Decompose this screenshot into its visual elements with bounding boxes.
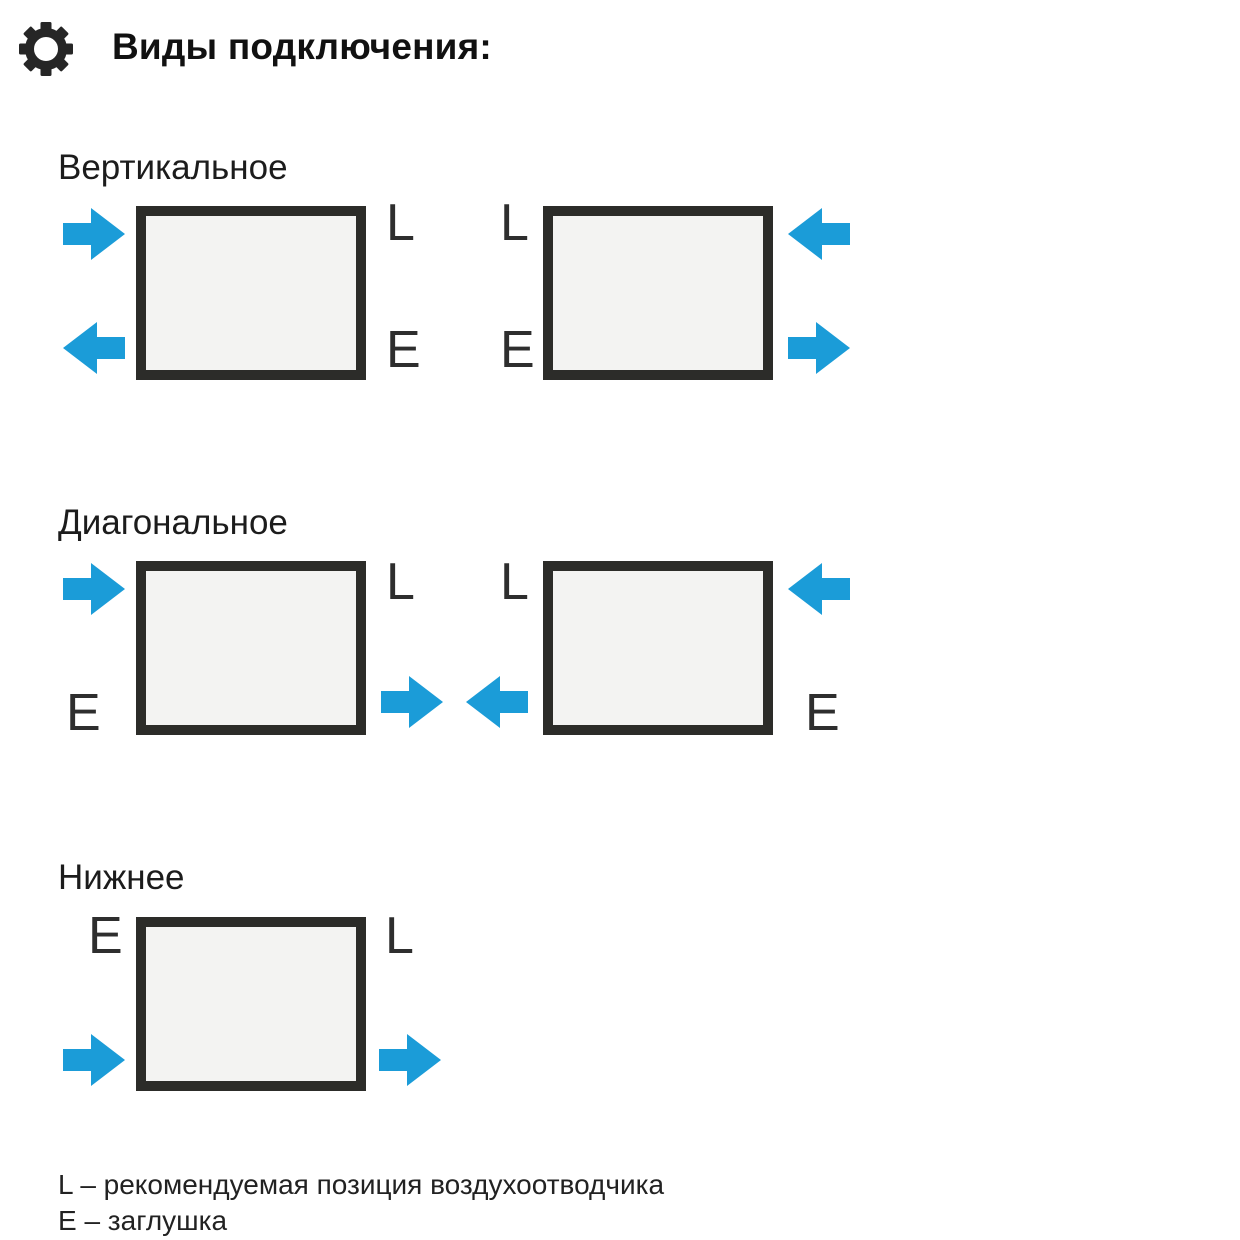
section-title-vertical: Вертикальное bbox=[58, 148, 288, 187]
arrow-left-icon bbox=[788, 208, 850, 260]
radiator-box bbox=[543, 561, 773, 735]
port-label-plug: E bbox=[386, 321, 421, 379]
arrow-left-icon bbox=[63, 322, 125, 374]
port-label-air-vent: L bbox=[500, 553, 529, 611]
arrow-left-icon bbox=[466, 676, 528, 728]
port-label-air-vent: L bbox=[386, 553, 415, 611]
arrow-right-icon bbox=[63, 208, 125, 260]
port-label-plug: E bbox=[500, 321, 535, 379]
arrow-right-icon bbox=[788, 322, 850, 374]
arrow-right-icon bbox=[379, 1034, 441, 1086]
gear-icon bbox=[18, 20, 74, 83]
radiator-box bbox=[543, 206, 773, 380]
section-title-bottom: Нижнее bbox=[58, 858, 185, 897]
port-label-plug: E bbox=[88, 907, 123, 965]
radiator-box bbox=[136, 206, 366, 380]
port-label-air-vent: L bbox=[500, 194, 529, 252]
legend-plug: E – заглушка bbox=[58, 1205, 228, 1236]
arrow-left-icon bbox=[788, 563, 850, 615]
arrow-right-icon bbox=[63, 563, 125, 615]
radiator-box bbox=[136, 917, 366, 1091]
page-title: Виды подключения: bbox=[112, 26, 492, 67]
port-label-plug: E bbox=[805, 684, 840, 742]
arrow-right-icon bbox=[381, 676, 443, 728]
arrow-right-icon bbox=[63, 1034, 125, 1086]
legend-air-vent: L – рекомендуемая позиция воздухоотводчика bbox=[58, 1169, 665, 1200]
port-label-air-vent: L bbox=[386, 194, 415, 252]
radiator-box bbox=[136, 561, 366, 735]
section-title-diagonal: Диагональное bbox=[58, 503, 288, 542]
port-label-plug: E bbox=[66, 684, 101, 742]
port-label-air-vent: L bbox=[385, 907, 414, 965]
